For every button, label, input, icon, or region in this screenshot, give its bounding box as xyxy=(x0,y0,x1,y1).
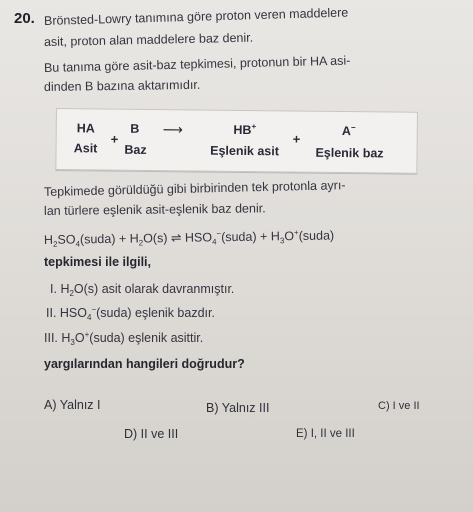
reaction-aq2: (suda) + H xyxy=(221,229,280,245)
reaction-so: SO xyxy=(57,232,76,247)
statement-3-sub: 3 xyxy=(70,338,75,347)
statement-1 xyxy=(50,282,234,298)
statement-2-sup: − xyxy=(91,305,97,314)
reaction-minus: − xyxy=(216,229,222,239)
statement-3-text: (suda) eşlenik asittir. xyxy=(89,331,204,345)
plus-sign-1: + xyxy=(110,131,119,147)
reaction-sub-4b: 4 xyxy=(212,237,217,247)
option-a[interactable]: A) Yalnız I xyxy=(44,398,101,412)
statement-3-formula: H xyxy=(61,331,71,345)
b-formula: B xyxy=(130,121,140,136)
option-b[interactable]: B) Yalnız III xyxy=(206,401,270,415)
hb-charge: + xyxy=(251,122,257,132)
acid-base-equation-box xyxy=(55,108,418,174)
a-formula xyxy=(335,123,363,138)
b-label: Baz xyxy=(124,142,147,157)
reaction-equation xyxy=(44,227,334,249)
ha-formula: HA xyxy=(76,121,95,136)
statement-2-number: II. xyxy=(46,306,57,320)
statement-3-number: III. xyxy=(44,331,58,345)
statement-2-sub: 4 xyxy=(87,313,92,322)
reaction-sub-2: 2 xyxy=(53,239,58,249)
question-prompt: yargılarından hangileri doğrudur? xyxy=(44,357,245,371)
reaction-h: H xyxy=(43,232,54,247)
a-symbol: A xyxy=(341,123,352,139)
reaction-aq3: (suda) xyxy=(298,228,335,243)
statement-1-number: I. xyxy=(50,282,57,296)
reaction-o: O xyxy=(284,229,295,244)
statement-1-text: O(s) asit olarak davranmıştır. xyxy=(73,282,235,296)
statement-2 xyxy=(46,305,215,322)
a-label: Eşlenik baz xyxy=(315,145,384,161)
reaction-plus: + xyxy=(293,227,299,238)
equilibrium-arrow: ⇌ xyxy=(170,230,182,246)
option-c[interactable]: C) I ve II xyxy=(378,400,420,412)
statement-2-text: (suda) eşlenik bazdır. xyxy=(96,306,215,320)
statement-3-sup: + xyxy=(84,330,90,339)
question-number: 20. xyxy=(14,10,35,27)
statement-1-formula: H xyxy=(60,282,70,296)
a-charge: − xyxy=(350,123,356,133)
plus-sign-2: + xyxy=(292,131,301,147)
hb-formula xyxy=(225,122,265,137)
statement-3 xyxy=(44,330,203,347)
intro-line-4: dinden B bazına aktarımıdır. xyxy=(43,77,201,94)
statement-3-o: O xyxy=(74,331,85,345)
ha-label: Asit xyxy=(73,141,98,156)
statement-1-sub: 2 xyxy=(69,289,74,298)
intro-line-3: Bu tanıma göre asit-baz tepkimesi, protonun bir HA asi- xyxy=(43,53,351,75)
hb-symbol: HB xyxy=(233,122,252,138)
reaction-hso: HSO xyxy=(184,230,213,245)
intro-line-1: Brönsted-Lowry tanımına göre proton veren maddelere xyxy=(43,5,349,28)
option-e[interactable]: E) I, II ve III xyxy=(296,428,355,440)
related-line: tepkimesi ile ilgili, xyxy=(44,255,151,269)
intro-line-2: asit, proton alan maddelere baz denir. xyxy=(43,30,254,49)
hb-label: Eşlenik asit xyxy=(210,143,280,159)
reaction-arrow: ⟶ xyxy=(162,121,183,138)
option-d[interactable]: D) II ve III xyxy=(124,427,179,441)
reaction-o-liquid: O(s) xyxy=(143,231,168,246)
reaction-aq1: (suda) + H xyxy=(79,231,139,247)
reaction-sub-4: 4 xyxy=(75,239,81,249)
reaction-sub-3: 3 xyxy=(279,236,285,246)
statement-2-formula: HSO xyxy=(59,306,87,320)
body-line-2: lan türlere eşlenik asit-eşlenik baz denir. xyxy=(43,201,266,218)
reaction-sub-2b: 2 xyxy=(138,238,144,248)
body-line-1: Tepkimede görüldüğü gibi birbirinden tek protonla ayrı- xyxy=(43,178,346,199)
